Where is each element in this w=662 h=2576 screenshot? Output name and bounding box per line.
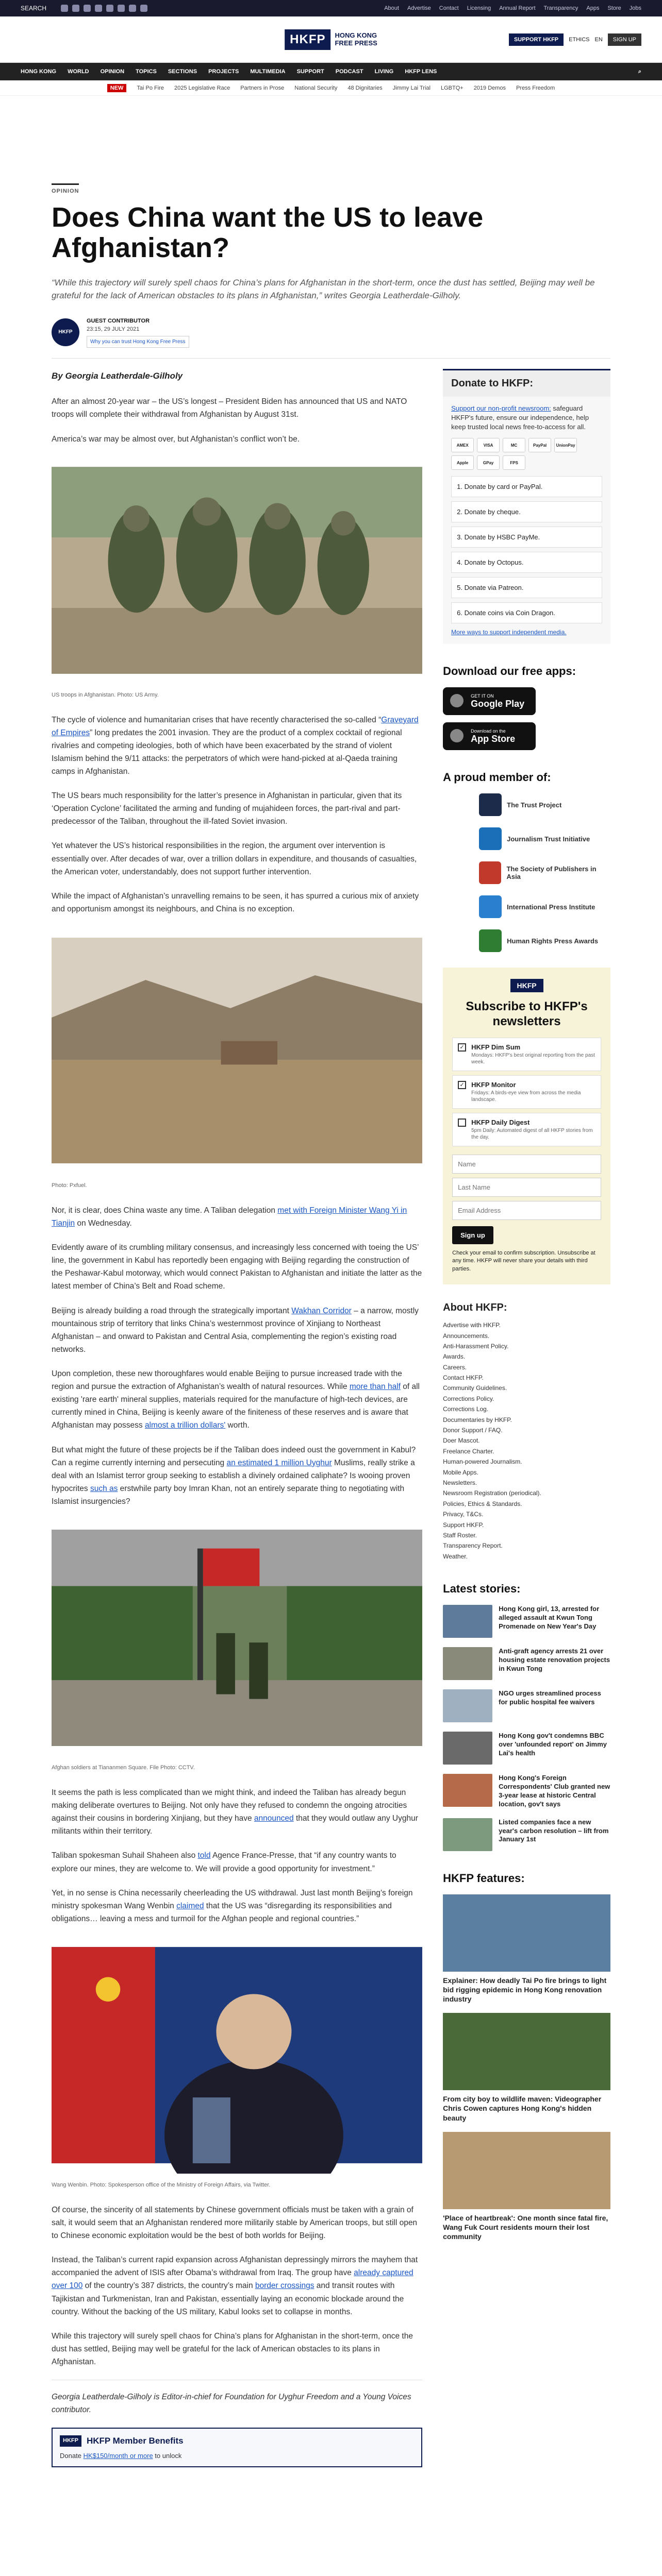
byline: By Georgia Leatherdale-Gilholy: [52, 370, 183, 381]
about-link[interactable]: Staff Roster.: [443, 1531, 477, 1539]
app-store-button[interactable]: Download on the App Store: [443, 722, 536, 750]
more-support-link[interactable]: More ways to support independent media.: [451, 629, 567, 636]
feature-thumbnail: [443, 2132, 610, 2209]
member-logo[interactable]: The Society of Publishers in Asia: [443, 861, 610, 884]
logo-line-2: FREE PRESS: [335, 39, 377, 47]
name-input[interactable]: [452, 1155, 601, 1174]
last-name-input[interactable]: [452, 1178, 601, 1197]
author-row: [52, 317, 610, 348]
about-link[interactable]: Freelance Charter.: [443, 1447, 494, 1455]
latest-story[interactable]: Hong Kong's Foreign Correspondents' Club granted new 3-year lease at historic Central location, gov't says: [443, 1774, 610, 1809]
about-link[interactable]: Careers.: [443, 1363, 467, 1371]
paragraph: America’s war may be almost over, but Afghanistan’s conflict won’t be.: [52, 434, 300, 444]
checkbox-icon[interactable]: [458, 1118, 466, 1127]
about-list: [443, 1320, 610, 1562]
donate-option[interactable]: 1. Donate by card or PayPal.: [451, 476, 602, 497]
inline-link[interactable]: told: [197, 1851, 211, 1860]
figure-caption: Photo: Pxfuel.: [52, 1182, 87, 1189]
paragraph: Evidently aware of its crumbling military consensus, and increasingly less concerned with toeing the US’ line, the government in Kabul has reportedly been engaging with Beijing regarding the construction of the Peshawar-Kabul motorway, which would connect Pakistan to Afghanistan and initiate the latter as the latest member of China’s Belt and Road scheme.: [52, 1243, 422, 1291]
author-role[interactable]: GUEST CONTRIBUTOR: [87, 317, 150, 324]
newsletter-option[interactable]: ✓ HKFP Monitor Fridays: A birds-eye view from across the media landscape.: [452, 1075, 601, 1109]
paragraph: The US bears much responsibility for the latter’s presence in Afghanistan in particular, given that its ‘Operation Cyclone’ facilitated the arming and funding of mujahideen forces, the part-rival and part-predecessor of the Taliban, throughout the ill-fated Soviet invasion.: [52, 791, 402, 826]
annual-report-link[interactable]: Annual Report: [499, 5, 536, 11]
contact-link[interactable]: Contact: [439, 5, 459, 11]
paragraph: Of course, the sincerity of all statements by Chinese government officials must be taken with a grain of salt, it would seem that an Afghanistan rendered more militarily stable by American troops, but still open to Chinese economic exploitation would be the best of both worlds for Beijing.: [52, 2205, 418, 2241]
member-logo[interactable]: International Press Institute: [443, 895, 610, 918]
threads-icon[interactable]: [95, 5, 102, 12]
about-link[interactable]: Human-powered Journalism.: [443, 1458, 522, 1466]
nav-item[interactable]: HONG KONG: [21, 69, 57, 75]
about-link[interactable]: Mobile Apps.: [443, 1468, 478, 1476]
site-header: [0, 16, 662, 63]
nav-item[interactable]: PODCAST: [335, 69, 363, 75]
about-link[interactable]: Policies, Ethics & Standards.: [443, 1500, 522, 1507]
about-link[interactable]: Announcements.: [443, 1332, 490, 1340]
inline-link[interactable]: more than half: [349, 1382, 401, 1392]
payment-card-icon: PayPal: [528, 438, 551, 452]
photo-wang-wenbin: [52, 1937, 422, 2174]
top-utility-bar: [0, 0, 662, 16]
inline-link[interactable]: almost a trillion dollars': [144, 1421, 226, 1430]
ethics-link[interactable]: ETHICS: [569, 36, 590, 43]
utility-links: [384, 5, 641, 11]
about-link[interactable]: Anti-Harassment Policy.: [443, 1342, 509, 1350]
nav-item[interactable]: WORLD: [68, 69, 89, 75]
payment-card-icon: VISA: [477, 438, 500, 452]
divider: [52, 358, 610, 359]
nav-item[interactable]: LIVING: [374, 69, 394, 75]
payment-card-icon: AMEX: [451, 438, 474, 452]
facebook-icon[interactable]: [61, 5, 68, 12]
latest-story[interactable]: NGO urges streamlined process for public hospital fee waivers: [443, 1689, 610, 1722]
inline-link[interactable]: Wakhan Corridor: [291, 1306, 352, 1315]
trending-ticker: [0, 80, 662, 96]
about-link[interactable]: Advertise with HKFP.: [443, 1321, 501, 1329]
donate-option[interactable]: 3. Donate by HSBC PayMe.: [451, 527, 602, 548]
nav-item[interactable]: HKFP LENS: [405, 69, 437, 75]
about-section: [443, 1302, 610, 1562]
figure-us-troops: [52, 457, 422, 700]
figure-tiananmen: [52, 1519, 422, 1773]
donate-option[interactable]: 2. Donate by cheque.: [451, 501, 602, 522]
story-thumbnail: [443, 1818, 492, 1851]
about-link[interactable]: Doer Mascot.: [443, 1437, 480, 1445]
ticker-item[interactable]: Partners in Prose: [240, 84, 285, 91]
figure-caption: US troops in Afghanistan. Photo: US Army.: [52, 691, 159, 698]
photo-landscape: [52, 927, 422, 1174]
ipi-icon: [479, 895, 502, 918]
ticker-item[interactable]: LGBTQ+: [440, 84, 464, 91]
author-bio: Georgia Leatherdale-Gilholy is Editor-in-chief for Foundation for Uyghur Freedom and a Young Voices contributor.: [52, 2393, 411, 2415]
photo-tiananmen-soldiers: [52, 1519, 422, 1756]
paragraph: While the impact of Afghanistan’s unravelling remains to be seen, it has spurred a curious mix of anxiety and opportunism amongst its neighbours, and China is no exception.: [52, 891, 419, 913]
about-link[interactable]: Transparency Report.: [443, 1542, 503, 1550]
youtube-icon[interactable]: [106, 5, 113, 12]
x-icon[interactable]: [72, 5, 79, 12]
inline-link[interactable]: claimed: [176, 1901, 204, 1910]
payment-card-icon: MC: [503, 438, 525, 452]
donate-heading: Donate to HKFP:: [443, 369, 610, 397]
nav-item[interactable]: PROJECTS: [208, 69, 239, 75]
bluesky-icon[interactable]: [129, 5, 136, 12]
apps-link[interactable]: Apps: [586, 5, 600, 11]
paragraph: Nor, it is clear, does China waste any time. A Taliban delegation met with Foreign Minister Wang Yi in Tianjin on Wednesday.: [52, 1206, 407, 1228]
about-heading: About HKFP:: [443, 1302, 507, 1314]
paragraph: The cycle of violence and humanitarian crises that have recently characterised the so-called “Graveyard of Empires” long predates the 2001 invasion. They are the product of a complex cocktail of regional rivalries and competing ideologies, both of which have been exacerbated by the strand of violent Islamism behind the 9/11 attacks: the perpetrators of which were hand-picked at al-Qaeda training camps in Afghanistan.: [52, 715, 419, 776]
about-link[interactable]: Newsroom Registration (periodical).: [443, 1489, 541, 1497]
newsletter-signup-button[interactable]: Sign up: [452, 1226, 493, 1244]
newsletter-logo: HKFP: [510, 979, 543, 992]
donate-intro-link[interactable]: Support our non-profit newsroom:: [451, 404, 551, 412]
paragraph: Taliban spokesman Suhail Shaheen also told Agence France-Presse, that “if any country wants to explore our mines, they are welcome to. We will provide a good opportunity for investment.”: [52, 1851, 396, 1873]
member-logo[interactable]: The Trust Project: [443, 793, 610, 816]
latest-heading: Latest stories:: [443, 1582, 521, 1596]
benefit-link[interactable]: HK$150/month or more: [83, 2451, 153, 2460]
newsletter-box: [443, 968, 610, 1284]
payment-card-icon: Apple: [451, 455, 474, 470]
author-meta: [87, 317, 189, 348]
newsletter-option[interactable]: HKFP Daily Digest 5pm Daily: Automated digest of all HKFP stories from the day.: [452, 1113, 601, 1146]
donate-intro: Support our non-profit newsroom: safeguard HKFP's future, ensure our independence, help keep trusted local news free-to-access for all.: [451, 404, 589, 431]
story-thumbnail: [443, 1732, 492, 1765]
feature-story[interactable]: Explainer: How deadly Tai Po fire brings to light bid rigging epidemic in Hong Kong renovation industry: [443, 1894, 610, 2004]
inline-link[interactable]: border crossings: [255, 2281, 315, 2291]
logo-text: [335, 32, 377, 47]
inline-link[interactable]: Graveyard of Empires: [52, 715, 419, 737]
figure-wang-wenbin: [52, 1937, 422, 2190]
email-input[interactable]: [452, 1201, 601, 1220]
story-thumbnail: [443, 1605, 492, 1638]
about-link[interactable]: Contact HKFP.: [443, 1374, 484, 1382]
about-link[interactable]: Community Guidelines.: [443, 1384, 507, 1392]
publish-date: 23:15, 29 JULY 2021: [87, 326, 140, 333]
main-nav: [0, 63, 662, 80]
ticker-item[interactable]: Press Freedom: [516, 84, 555, 91]
hrpa-icon: [479, 929, 502, 952]
latest-story[interactable]: Anti-graft agency arrests 21 over housing estate renovation projects in Kwun Tong: [443, 1647, 610, 1680]
language-selector[interactable]: EN: [594, 36, 603, 43]
support-button[interactable]: SUPPORT HKFP: [509, 33, 564, 46]
feature-story[interactable]: 'Place of heartbreak': One month since fatal fire, Wang Fuk Court residents mourn their lost community: [443, 2132, 610, 2242]
nav-item[interactable]: SECTIONS: [168, 69, 197, 75]
story-thumbnail: [443, 1689, 492, 1722]
paragraph: Yet whatever the US’s historical responsibilities in the region, the argument over intervention is essentially over. After decades of war, over a trillion dollars in expenditure, and thousands of casualties, the American voter, understandably, does not support further intervention.: [52, 841, 417, 876]
nav-item[interactable]: SUPPORT: [296, 69, 324, 75]
latest-story[interactable]: Listed companies face a new year's carbon resolution – lift from January 1st: [443, 1818, 610, 1851]
paragraph: But what might the future of these projects be if the Taliban does indeed oust the government in Kabul? Can a regime currently interning and persecuting an estimated 1 million Uyghur Muslims, really strike a deal with an Islamist terror group seeking to establish a divinely ordained caliphate? Is wooing proven hypocrites such as erstwhile party boy Imran Khan, not an entirely separate thing to negotiating with Islamist insurgencies?: [52, 1445, 416, 1506]
google-play-button[interactable]: GET IT ON Google Play: [443, 687, 536, 715]
about-link[interactable]: Donor Support / FAQ.: [443, 1427, 503, 1434]
features-heading: HKFP features:: [443, 1871, 525, 1885]
nav-item[interactable]: OPINION: [100, 69, 125, 75]
apps-heading: Download our free apps:: [443, 665, 576, 678]
about-link[interactable]: Awards.: [443, 1353, 466, 1361]
article-wrap: [0, 96, 662, 2467]
trust-project-icon: [479, 793, 502, 816]
paragraph: Instead, the Taliban’s current rapid expansion across Afghanistan depressingly mirrors the mayhem that accompanied the advent of ISIS after Obama’s withdrawal from Iraq. The group have already captured over 100 of the country’s 387 districts, the country’s main border crossings and transit routes with Tajikistan and Turkmenistan, Iran and Pakistan, essentially laying an economic blockade around the country. Without the backing of the US military, Kabul looks set to collapse in months.: [52, 2256, 418, 2316]
inline-link[interactable]: such as: [90, 1484, 118, 1493]
sopa-icon: [479, 861, 501, 884]
store-link[interactable]: Store: [607, 5, 621, 11]
paragraph: Yet, in no sense is China necessarily cheerleading the US withdrawal. Just last month Beijing’s foreign ministry spokesman Wang Wenbin claimed that the US was “disregarding its responsibilities and obligations… leaving a mess and turmoil for the Afghan people and regional countries.”: [52, 1888, 413, 1923]
telegram-icon[interactable]: [118, 5, 125, 12]
ticker-item[interactable]: National Security: [294, 84, 338, 91]
nav-item[interactable]: TOPICS: [136, 69, 157, 75]
jti-icon: [479, 827, 502, 850]
signup-button[interactable]: SIGN UP: [608, 33, 641, 46]
photo-us-troops: [52, 457, 422, 684]
about-link[interactable]: Newsletters.: [443, 1479, 477, 1486]
paragraph: It seems the path is less complicated than we might think, and indeed the Taliban has already begun making deliberate overtures to Beijing. Not only have they refused to condemn the ongoing atrocities against their cousins in bordering Xinjiang, but they have announced that they would outlaw any Uyghur militants within their territory.: [52, 1788, 418, 1836]
figure-afghan-landscape: [52, 927, 422, 1191]
member-heading: A proud member of:: [443, 771, 551, 784]
about-link[interactable]: Support HKFP.: [443, 1521, 484, 1529]
new-badge: NEW: [107, 84, 127, 92]
logo-mark: HKFP: [285, 29, 330, 50]
search-icon[interactable]: ⌕: [638, 68, 641, 75]
about-link[interactable]: Privacy, T&Cs.: [443, 1511, 484, 1518]
jobs-link[interactable]: Jobs: [629, 5, 641, 11]
apple-icon: [450, 729, 464, 742]
licensing-link[interactable]: Licensing: [467, 5, 491, 11]
donate-option[interactable]: 6. Donate coins via Coin Dragon.: [451, 602, 602, 623]
payment-card-icon: UnionPay: [554, 438, 577, 452]
google-play-icon: [450, 694, 464, 707]
figure-caption: Afghan soldiers at Tiananmen Square. File Photo: CCTV.: [52, 1765, 195, 1771]
about-link[interactable]: Documentaries by HKFP.: [443, 1416, 512, 1423]
advertise-link[interactable]: Advertise: [407, 5, 431, 11]
section-label[interactable]: OPINION: [52, 183, 79, 194]
search-link[interactable]: SEARCH: [21, 5, 47, 12]
about-link[interactable]: Corrections Policy.: [443, 1395, 494, 1402]
donate-box: [443, 397, 610, 645]
feature-story[interactable]: From city boy to wildlife maven: Videographer Chris Cowen captures Hong Kong's hidden beauty: [443, 2013, 610, 2123]
ticker-item[interactable]: Jimmy Lai Trial: [392, 84, 431, 91]
figure-caption: Wang Wenbin. Photo: Spokesperson office of the Ministry of Foreign Affairs, via Twitter.: [52, 2182, 271, 2189]
about-link[interactable]: About: [384, 5, 399, 11]
benefit-sub: Donate HK$150/month or more to unlock: [60, 2451, 182, 2460]
author-avatar: HKFP: [52, 318, 79, 346]
ticker-item[interactable]: 2019 Demos: [473, 84, 506, 91]
member-logo[interactable]: Human Rights Press Awards: [443, 929, 610, 952]
instagram-icon[interactable]: [84, 5, 91, 12]
about-link[interactable]: Weather.: [443, 1552, 468, 1560]
sidebar: [443, 369, 610, 2467]
newsletter-option[interactable]: ✓ HKFP Dim Sum Mondays: HKFP's best original reporting from the past week.: [452, 1038, 601, 1071]
newsletter-fineprint: Check your email to confirm subscription. Unsubscribe at any time. HKFP will never share your details with third parties.: [452, 1249, 595, 1272]
latest-story[interactable]: Hong Kong girl, 13, arrested for alleged assault at Kwun Tong Promenade on New Year's Day: [443, 1605, 610, 1638]
about-link[interactable]: Corrections Log.: [443, 1405, 489, 1413]
main-columns: [52, 369, 610, 2467]
article-body: [52, 369, 422, 2467]
inline-link[interactable]: already captured over 100: [52, 2268, 413, 2291]
member-benefits-box[interactable]: [52, 2428, 422, 2467]
header-actions: [509, 33, 641, 46]
site-logo[interactable]: [285, 29, 377, 50]
logo-line-1: HONG KONG: [335, 31, 377, 40]
ticker-item[interactable]: Tai Po Fire: [137, 84, 164, 91]
story-thumbnail: [443, 1647, 492, 1680]
article-title: Does China want the US to leave Afghanistan?: [52, 202, 484, 264]
payment-card-icon: FPS: [503, 455, 525, 470]
social-links: [61, 5, 147, 12]
nav-item[interactable]: MULTIMEDIA: [250, 69, 286, 75]
benefit-logo: HKFP: [60, 2435, 81, 2447]
inline-link[interactable]: an estimated 1 million Uyghur: [226, 1458, 332, 1467]
benefit-title: HKFP HKFP Member Benefits: [60, 2434, 414, 2448]
feature-thumbnail: [443, 1894, 610, 1972]
member-logo[interactable]: Journalism Trust Initiative: [443, 827, 610, 850]
ticker-item[interactable]: 48 Dignitaries: [347, 84, 383, 91]
payment-cards: [451, 438, 602, 470]
paragraph: Upon completion, these new thoroughfares would enable Beijing to pursue increased trade with the region and pursue the extraction of Afghanistan’s wealth of natural resources. While more than half of all existing 'rare earth' mineral supplies, materials required for the manufacture of high-tech devices, are currently mined in China, Beijing is keenly aware of the finiteness of these reserves and is aware that Afghanistan may possess almost a trillion dollars' worth.: [52, 1369, 420, 1430]
transparency-link[interactable]: Transparency: [543, 5, 578, 11]
linkedin-icon[interactable]: [140, 5, 147, 12]
latest-story[interactable]: Hong Kong gov't condemns BBC over 'unfounded report' on Jimmy Lai's health: [443, 1732, 610, 1765]
standfirst: “While this trajectory will surely spell chaos for China’s plans for Afghanistan in the short-term, once the dust has settled, Beijing may well be grateful for the lack of American obstacles to its plans in Afghanistan,” writes Georgia Leatherdale-Gilholy.: [52, 277, 595, 301]
inline-link[interactable]: met with Foreign Minister Wang Yi in Tianjin: [52, 1206, 407, 1228]
paragraph: Beijing is already building a road through the strategically important Wakhan Corridor – a narrow, mostly mountainous strip of territory that links China’s westernmost province of Xinjiang to Northeast Afghanistan – and onward to Pakistan and Central Asia, complementing the region’s existing road networks.: [52, 1306, 419, 1354]
ticker-item[interactable]: 2025 Legislative Race: [174, 84, 230, 91]
paragraph: After an almost 20-year war – the US’s longest – President Biden has announced that US and NATO troops will complete their withdrawal from Afghanistan by August 31st.: [52, 397, 407, 419]
checkbox-checked-icon[interactable]: ✓: [458, 1081, 466, 1089]
checkbox-checked-icon[interactable]: ✓: [458, 1043, 466, 1052]
donate-option[interactable]: 4. Donate by Octopus.: [451, 552, 602, 573]
feature-thumbnail: [443, 2013, 610, 2090]
donate-option[interactable]: 5. Donate via Patreon.: [451, 577, 602, 598]
inline-link[interactable]: announced: [254, 1814, 294, 1823]
newsletter-title: Subscribe to HKFP's newsletters: [466, 999, 588, 1029]
trust-link[interactable]: Why you can trust Hong Kong Free Press: [87, 336, 189, 348]
payment-card-icon: GPay: [477, 455, 500, 470]
story-thumbnail: [443, 1774, 492, 1807]
paragraph: While this trajectory will surely spell chaos for China’s plans for Afghanistan in the short-term, once the dust has settled, Beijing may well be grateful for the lack of American obstacles to its plans in Afghanistan.: [52, 2331, 413, 2367]
